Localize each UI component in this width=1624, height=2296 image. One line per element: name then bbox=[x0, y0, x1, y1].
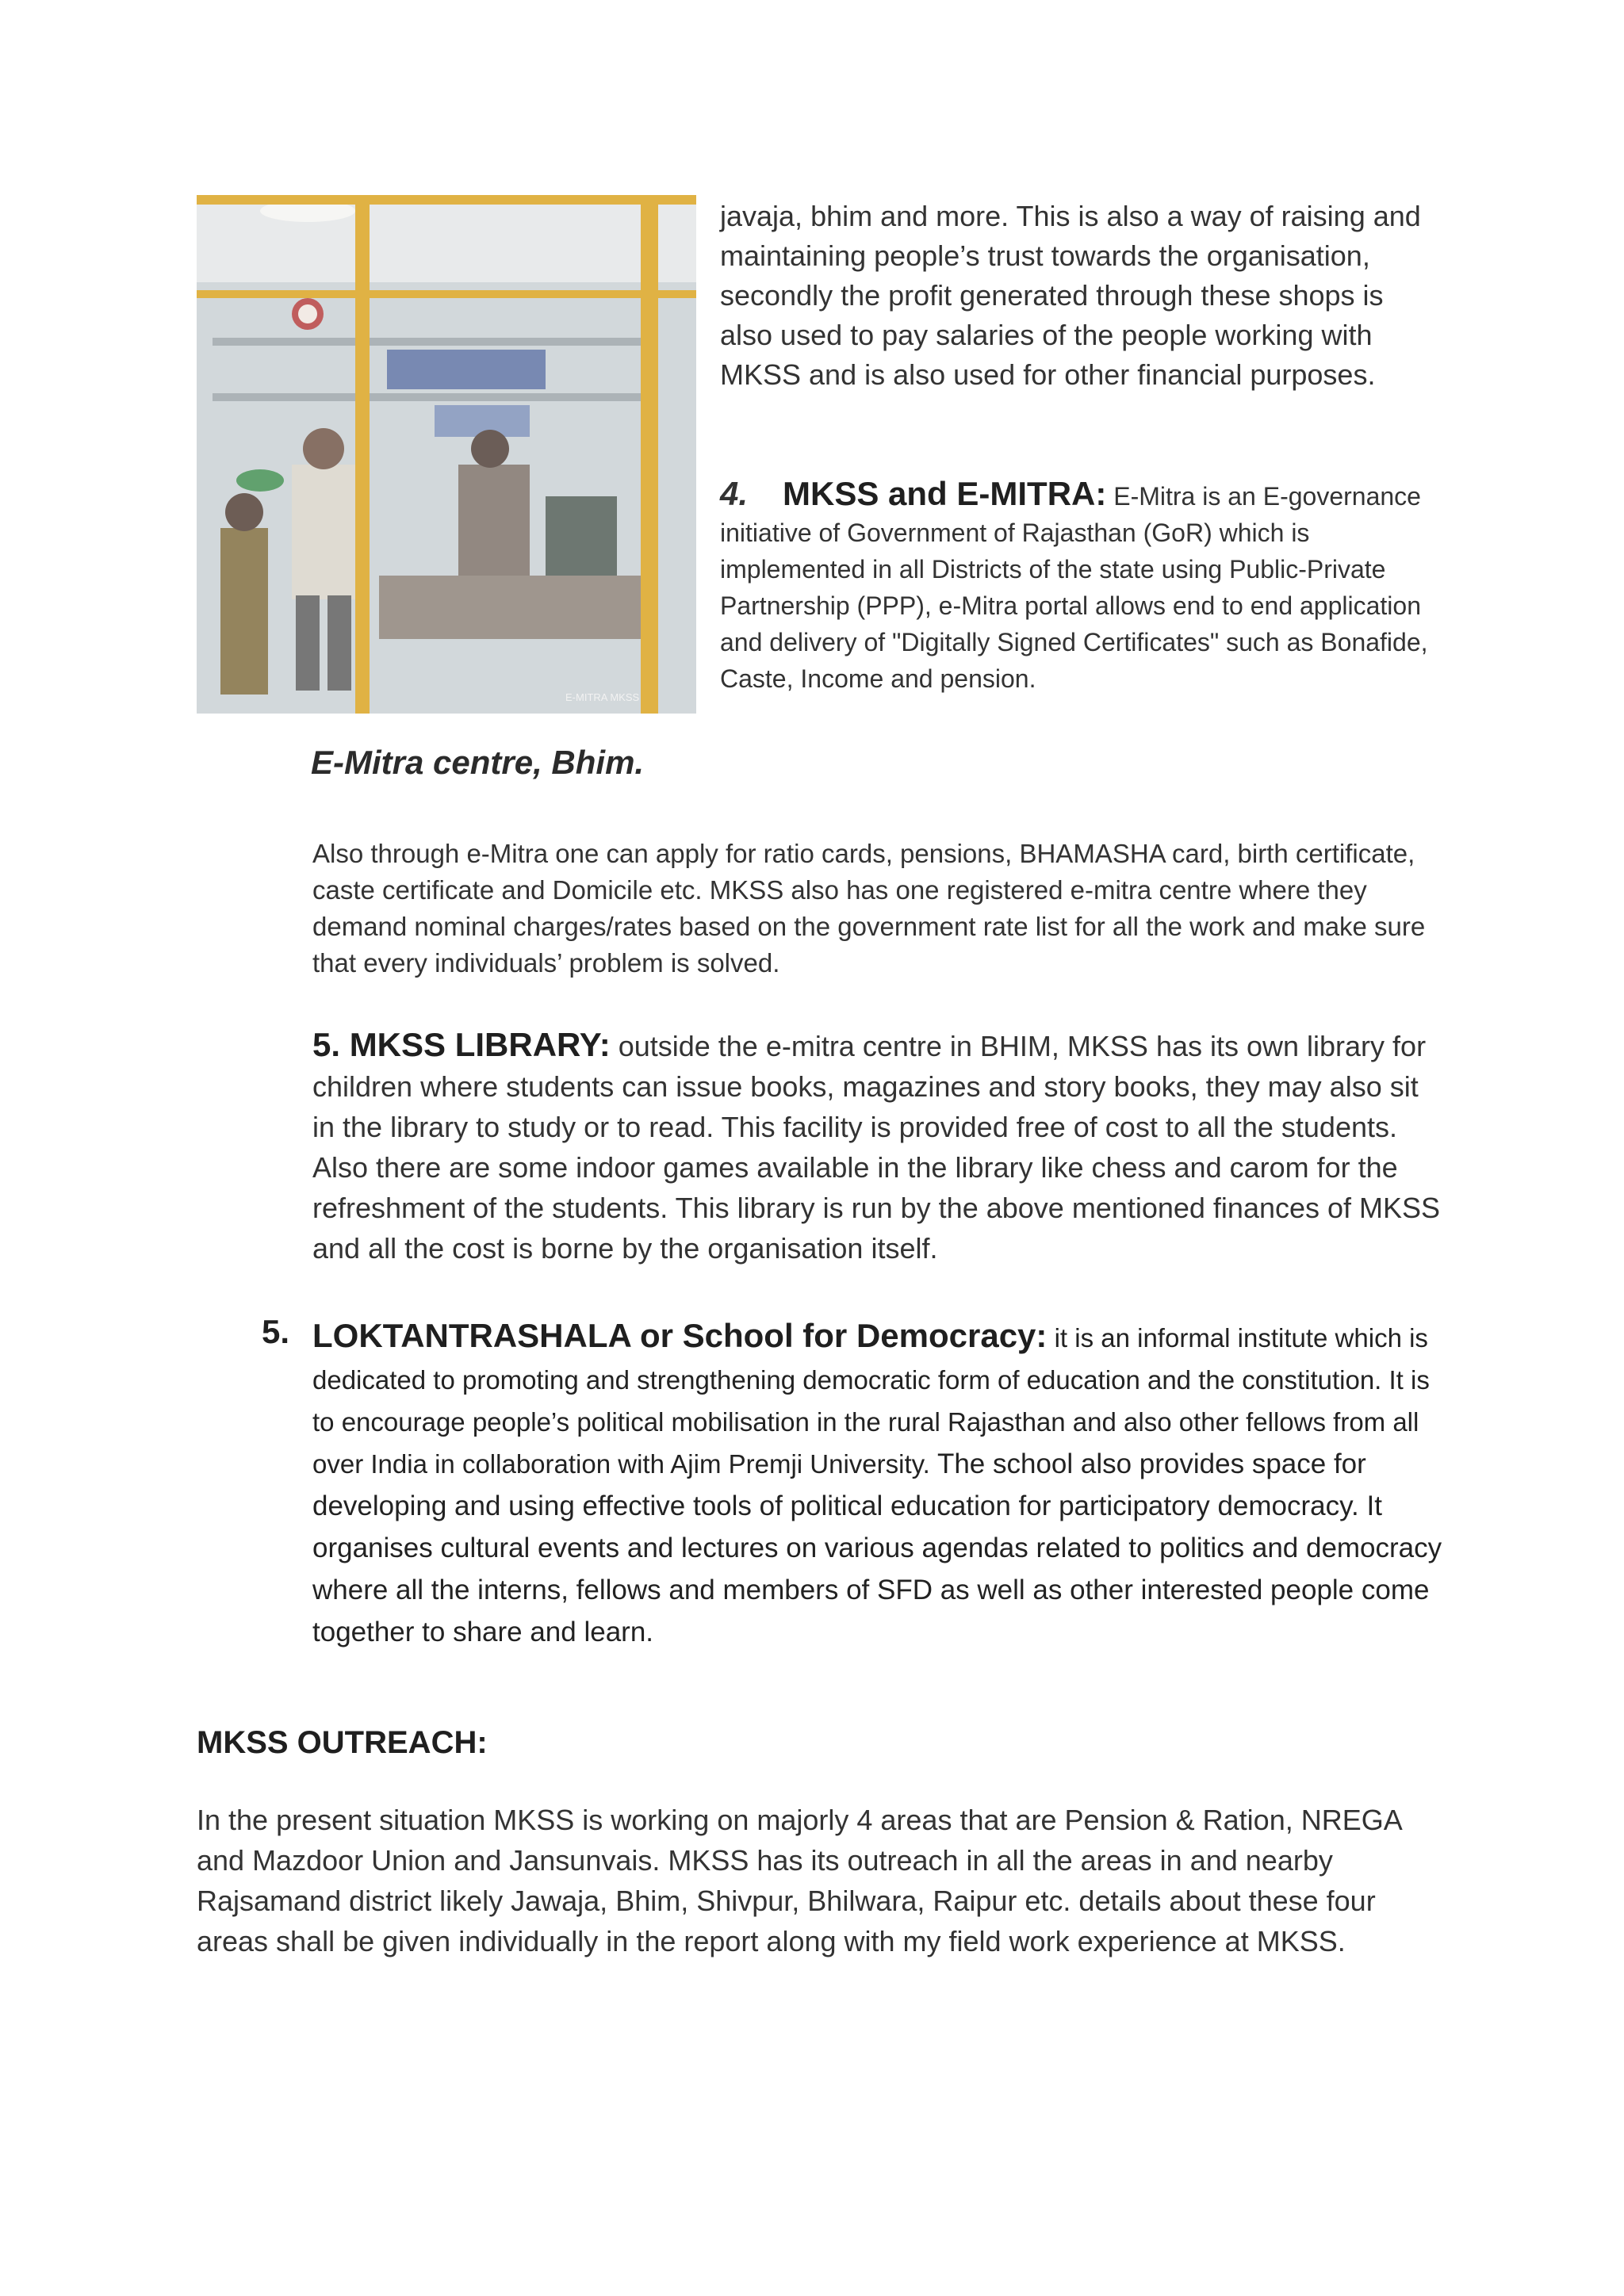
photo-watermark: E-MITRA MKSS bbox=[565, 691, 640, 703]
library-text: outside the e-mitra centre in BHIM, MKSS has its own library for children where students can issue books, magazines and story books, they may also sit in the library to study or to read. This facility is provided free of cost to all the students. Also there are some indoor games available in the library like chess and carom for the refreshment of the students. This library is run by the above mentioned finances of MKSS and all the cost is borne by the organisation itself. bbox=[312, 1030, 1441, 1265]
photo-caption: E-Mitra centre, Bhim. bbox=[311, 744, 645, 781]
emitra-heading: MKSS and E-MITRA: bbox=[783, 475, 1107, 512]
top-paragraph: javaja, bhim and more. This is also a way of raising and maintaining people’s trust towards the organisation, secondly the profit generated through these shops is also used to pay salaries of the people working with MKSS and is also used for other financial purposes. bbox=[720, 200, 1421, 391]
emitra-number: 4. bbox=[720, 475, 749, 512]
emitra-text: E-Mitra is an E-governance initiative of Government of Rajasthan (GoR) which is implemented in all Districts of the state using Public-Private Partnership (PPP), e-Mitra portal allows end to end application and delivery of "Digitally Signed Certificates" such as Bonafide, Caste, Income and pension. bbox=[720, 482, 1428, 693]
loktantrashala-tail: The school also provides space for developing and using effective tools of political education for participatory democracy. It organises cultural events and lectures on various agendas related to politics and democracy where all the interns, fellows and members of SFD as well as other interested people come together to share and learn. bbox=[312, 1448, 1442, 1647]
loktantrashala-section bbox=[312, 1314, 1446, 1653]
loktantrashala-text: it is an informal institute which is dedicated to promoting and strengthening democratic form of education and the constitution. It is to encourage people’s political mobilisation in the rural Rajasthan and also other fellows from all over India in collaboration with Ajim Premji University. bbox=[312, 1323, 1430, 1479]
loktantrashala-heading: LOKTANTRASHALA or School for Democracy: bbox=[312, 1317, 1048, 1354]
library-heading: 5. MKSS LIBRARY: bbox=[312, 1026, 611, 1063]
outreach-paragraph: In the present situation MKSS is working on majorly 4 areas that are Pension & Ration, NREGA and Mazdoor Union and Jansunvais. MKSS has its outreach in all the areas in and nearby Rajsamand district likely Jawaja, Bhim, Shivpur, Bhilwara, Raipur etc. details about these four areas shall be given individually in the report along with my field work experience at MKSS. bbox=[197, 1804, 1401, 1957]
emitra-section bbox=[720, 476, 1434, 697]
photo-illustration bbox=[197, 195, 696, 714]
e-mitra-centre-photo bbox=[197, 195, 696, 714]
also-paragraph: Also through e-Mitra one can apply for ratio cards, pensions, BHAMASHA card, birth certificate, caste certificate and Domicile etc. MKSS also has one registered e-mitra centre where they demand nominal charges/rates based on the government rate list for all the work and make sure that every individuals’ problem is solved. bbox=[312, 839, 1426, 978]
loktantrashala-number: 5. bbox=[262, 1313, 290, 1350]
outreach-heading: MKSS OUTREACH: bbox=[197, 1725, 488, 1760]
library-section bbox=[312, 1024, 1446, 1269]
